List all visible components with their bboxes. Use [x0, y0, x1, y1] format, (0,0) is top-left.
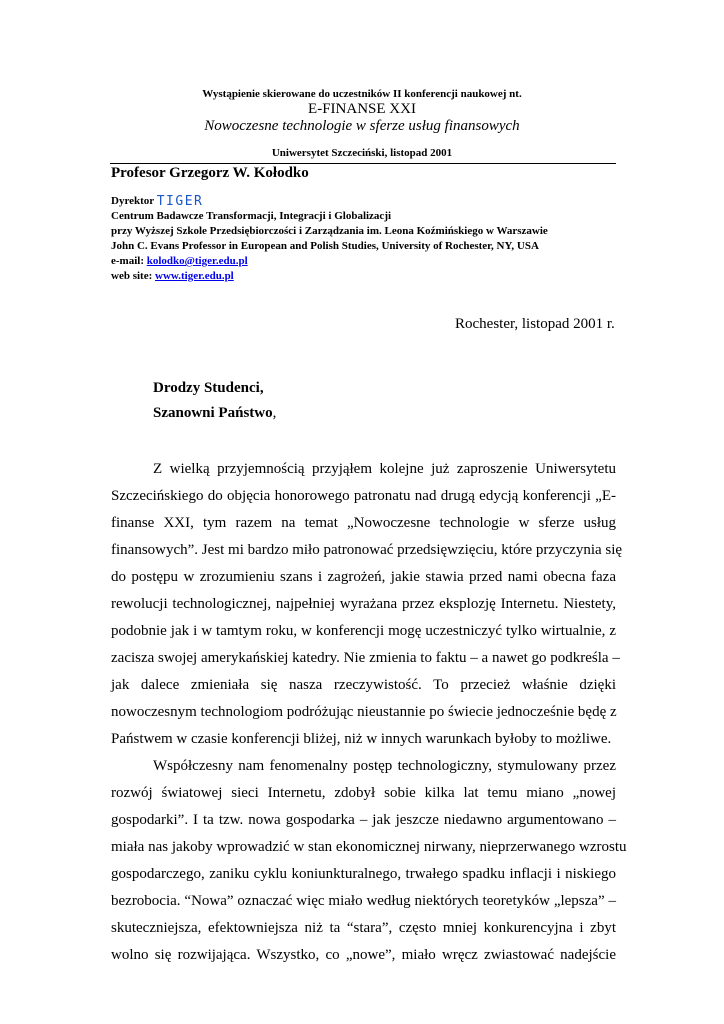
body-line: gospodarczego, zaniku cyklu koniunkturalnego, trwałego spadku inflacji i niskiego: [111, 866, 616, 882]
body-line: Z wielką przyjemnością przyjąłem kolejne już zaproszenie Uniwersytetu: [153, 461, 616, 477]
body-line: miała nas jakoby wprowadzić w stan ekonomicznej nirwany, nieprzerwanego wzrostu: [111, 839, 627, 855]
greeting-punct: ,: [272, 405, 277, 421]
body-line: Szczecińskiego do objęcia honorowego patronatu nad drugą edycją konferencji „E-: [111, 488, 616, 504]
director-line: [111, 195, 203, 208]
body-line: gospodarki”. I ta tzw. nowa gospodarka – jak jeszcze niedawno argumentowano –: [111, 812, 616, 828]
author-name: Profesor Grzegorz W. Kołodko: [111, 165, 309, 181]
body-line: jak dalece zmieniała się nasza rzeczywistość. To przecież właśnie dzięki: [111, 677, 616, 693]
email-line: [111, 255, 248, 268]
greeting-audience: [153, 405, 276, 422]
place-date: Rochester, listopad 2001 r.: [455, 316, 615, 332]
letter-body: [111, 461, 627, 981]
body-line: Współczesny nam fenomenalny postęp technologiczny, stymulowany przez: [153, 758, 616, 774]
director-label: Dyrektor: [111, 195, 154, 207]
conference-venue: Uniwersytet Szczeciński, listopad 2001: [271, 147, 453, 159]
body-line: finansowych”. Jest mi bardzo miło patronować przedsięwzięciu, które przyczynia się: [111, 542, 623, 558]
affiliation-3: John C. Evans Professor in European and Polish Studies, University of Rochester, NY, USA: [111, 240, 539, 252]
affiliation-1: Centrum Badawcze Transformacji, Integracji i Globalizacji: [111, 210, 392, 222]
website-line: [111, 270, 234, 283]
tiger-logo: TIGER: [156, 194, 204, 209]
body-line: bezrobocia. “Nowa” oznaczać więc miało według niektórych teoretyków „lepsza” –: [111, 893, 616, 909]
greeting-audience-text: Szanowni Państwo: [153, 405, 273, 421]
body-line: rewolucji technologicznej, najpełniej wyrażana przez eksplozję Internetu. Niestety,: [111, 596, 616, 612]
body-line: finanse XXI, tym razem na temat „Nowoczesne technologie w sferze usług: [111, 515, 616, 531]
body-line: wolno się rozwijająca. Wszystko, co „nowe”, miało wręcz zwiastować nadejście: [111, 947, 616, 963]
body-line: skuteczniejsza, efektowniejsza niż ta “stara”, często mniej konkurencyjna i zbyt: [111, 920, 616, 936]
body-line: nowoczesnym technologiom podróżując nieustannie po świecie jednocześnie będę z: [111, 704, 617, 720]
conference-title: E-FINANSE XXI: [308, 101, 416, 117]
email-label: e-mail:: [111, 255, 144, 267]
header-intro: Wystąpienie skierowane do uczestników II konferencji naukowej nt.: [202, 88, 522, 100]
website-link[interactable]: www.tiger.edu.pl: [155, 270, 234, 282]
affiliation-2: przy Wyższej Szkole Przedsiębiorczości i Zarządzania im. Leona Koźmińskiego w Warszawie: [111, 225, 548, 237]
body-line: zacisza swojej amerykańskiej katedry. Nie zmienia to faktu – a nawet go podkreśla –: [111, 650, 620, 666]
greeting-students: Drodzy Studenci,: [153, 380, 264, 396]
website-label: web site:: [111, 270, 153, 282]
body-line: podobnie jak i w tamtym roku, w konferencji mogę uczestniczyć tylko wirtualnie, z: [111, 623, 616, 639]
conference-subtitle: Nowoczesne technologie w sferze usług finansowych: [204, 118, 520, 134]
body-line: Państwem w czasie konferencji bliżej, niż w innych warunkach byłoby to możliwe.: [111, 731, 612, 747]
body-line: do postępu w zrozumieniu szans i zagrożeń, jakie stawia przed nami obecna faza: [111, 569, 616, 585]
email-link[interactable]: kolodko@tiger.edu.pl: [146, 255, 248, 267]
header-divider: [110, 163, 616, 164]
body-line: rozwój światowej sieci Internetu, zdobył sobie kilka lat temu miano „nowej: [111, 785, 616, 801]
